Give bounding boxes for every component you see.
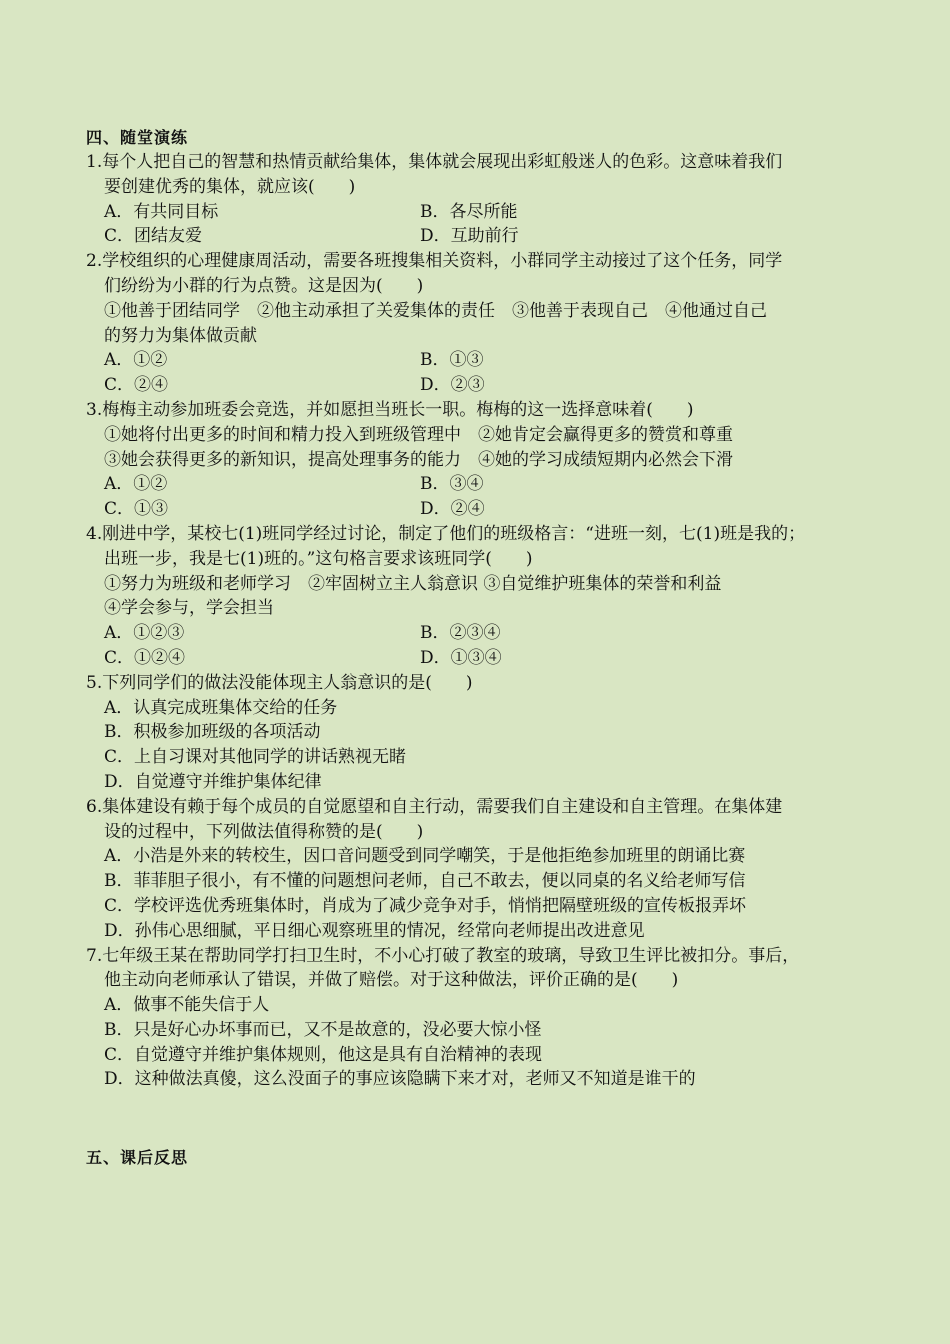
question-4 bbox=[86, 522, 880, 671]
question-4-statements-line-2: ④学会参与，学会担当 bbox=[104, 598, 274, 619]
option-c[interactable]: C．②④ bbox=[104, 375, 169, 396]
option-d[interactable]: D．这种做法真傻，这么没面子的事应该隐瞒下来才对，老师又不知道是谁干的 bbox=[104, 1069, 696, 1090]
option-a[interactable]: A．①② bbox=[104, 350, 168, 371]
question-2-stem-line-2: 们纷纷为小群的行为点赞。这是因为( ) bbox=[104, 275, 424, 296]
question-4-stem-line-1: 4.刚进中学，某校七(1)班同学经过讨论，制定了他们的班级格言：“进班一刻，七(1)班是我的； bbox=[86, 523, 806, 544]
section-title-reflection: 五、课后反思 bbox=[86, 1148, 189, 1167]
question-4-statements-line-1: ①努力为班级和老师学习 ②牢固树立主人翁意识 ③自觉维护班集体的荣誉和利益 bbox=[104, 573, 722, 594]
question-3-options-row-2 bbox=[86, 497, 880, 522]
question-3-options-row-1 bbox=[86, 472, 880, 497]
option-c[interactable]: C．上自习课对其他同学的讲话熟视无睹 bbox=[104, 747, 407, 768]
question-6-stem-line-2: 设的过程中，下列做法值得称赞的是( ) bbox=[104, 821, 424, 842]
option-c[interactable]: C．①②④ bbox=[104, 647, 186, 668]
question-2-stem-line-1: 2.学校组织的心理健康周活动，需要各班搜集相关资料，小群同学主动接过了这个任务，同学 bbox=[86, 251, 783, 272]
question-3-stem-line-1: 3.梅梅主动参加班委会竞选，并如愿担当班长一职。梅梅的这一选择意味着( ) bbox=[86, 399, 694, 420]
question-4-options-row-1 bbox=[86, 621, 880, 646]
option-b[interactable]: B．各尽所能 bbox=[420, 201, 518, 222]
question-2 bbox=[86, 249, 880, 398]
question-3-statements-line-1: ①她将付出更多的时间和精力投入到班级管理中 ②她肯定会赢得更多的赞赏和尊重 bbox=[104, 424, 733, 445]
question-7-stem-line-2: 他主动向老师承认了错误，并做了赔偿。对于这种做法，评价正确的是( ) bbox=[104, 970, 679, 991]
option-a[interactable]: A．①②③ bbox=[104, 623, 185, 644]
question-4-stem-line-2: 出班一步，我是七(1)班的。”这句格言要求该班同学( ) bbox=[104, 548, 533, 569]
option-b[interactable]: B．菲菲胆子很小，有不懂的问题想问老师，自己不敢去，便以同桌的名义给老师写信 bbox=[104, 871, 746, 892]
option-b[interactable]: B．只是好心办坏事而已，又不是故意的，没必要大惊小怪 bbox=[104, 1019, 542, 1040]
question-2-statements-line-2: 的努力为集体做贡献 bbox=[104, 325, 257, 346]
option-c[interactable]: C．①③ bbox=[104, 499, 169, 520]
question-3-statements-line-2: ③她会获得更多的新知识，提高处理事务的能力 ④她的学习成绩短期内必然会下滑 bbox=[104, 449, 733, 470]
option-d[interactable]: D．自觉遵守并维护集体纪律 bbox=[104, 771, 322, 792]
option-a[interactable]: A．认真完成班集体交给的任务 bbox=[104, 697, 338, 718]
question-1-stem-line-2: 要创建优秀的集体，就应该( ) bbox=[104, 176, 356, 197]
question-5 bbox=[86, 671, 880, 795]
question-6 bbox=[86, 795, 880, 944]
option-b[interactable]: B．①③ bbox=[420, 350, 484, 371]
question-1-options-row-2 bbox=[86, 224, 880, 249]
question-7-stem-line-1: 7.七年级王某在帮助同学打扫卫生时，不小心打破了教室的玻璃，导致卫生评比被扣分。事后， bbox=[86, 945, 800, 966]
question-5-stem-line-1: 5.下列同学们的做法没能体现主人翁意识的是( ) bbox=[86, 672, 473, 693]
option-a[interactable]: A．做事不能失信于人 bbox=[104, 995, 270, 1016]
question-1 bbox=[86, 150, 880, 249]
option-d[interactable]: D．②④ bbox=[420, 499, 485, 520]
option-c[interactable]: C．团结友爱 bbox=[104, 226, 203, 247]
option-d[interactable]: D．孙伟心思细腻，平日细心观察班里的情况，经常向老师提出改进意见 bbox=[104, 920, 645, 941]
option-a[interactable]: A．小浩是外来的转校生，因口音问题受到同学嘲笑，于是他拒绝参加班里的朗诵比赛 bbox=[104, 846, 746, 867]
option-a[interactable]: A．①② bbox=[104, 474, 168, 495]
option-d[interactable]: D．②③ bbox=[420, 375, 485, 396]
question-1-stem-line-1: 1.每个人把自己的智慧和热情贡献给集体，集体就会展现出彩虹般迷人的色彩。这意味着我们 bbox=[86, 152, 783, 172]
question-3 bbox=[86, 398, 880, 522]
question-2-options-row-1 bbox=[86, 348, 880, 373]
question-2-options-row-2 bbox=[86, 373, 880, 398]
question-4-options-row-2 bbox=[86, 646, 880, 671]
section-title-practice: 四、随堂演练 bbox=[86, 128, 189, 147]
question-2-statements-line-1: ①他善于团结同学 ②他主动承担了关爱集体的责任 ③他善于表现自己 ④他通过自己 bbox=[104, 300, 767, 321]
option-b[interactable]: B．②③④ bbox=[420, 623, 501, 644]
option-d[interactable]: D．互助前行 bbox=[420, 226, 519, 247]
question-6-stem-line-1: 6.集体建设有赖于每个成员的自觉愿望和自主行动，需要我们自主建设和自主管理。在集体建 bbox=[86, 796, 783, 817]
option-b[interactable]: B．③④ bbox=[420, 474, 484, 495]
option-d[interactable]: D．①③④ bbox=[420, 647, 502, 668]
question-7 bbox=[86, 944, 880, 1093]
option-b[interactable]: B．积极参加班级的各项活动 bbox=[104, 722, 321, 743]
option-a[interactable]: A．有共同目标 bbox=[104, 201, 219, 222]
question-1-options-row-1 bbox=[86, 200, 880, 225]
option-c[interactable]: C．学校评选优秀班集体时，肖成为了减少竞争对手，悄悄把隔壁班级的宣传板报弄坏 bbox=[104, 895, 747, 916]
option-c[interactable]: C．自觉遵守并维护集体规则，他这是具有自治精神的表现 bbox=[104, 1044, 543, 1065]
